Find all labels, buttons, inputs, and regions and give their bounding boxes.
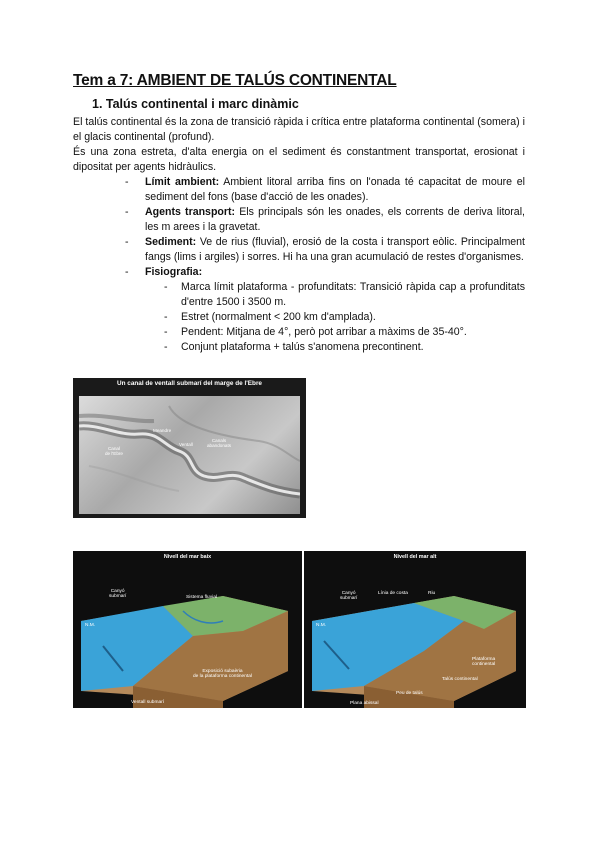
fisiografia-item [73, 310, 525, 325]
label-abyss: Plana abissal [350, 701, 379, 706]
page-title: Tem a 7: AMBIENT DE TALÚS CONTINENTAL [73, 72, 397, 89]
bullet-limit-ambient [73, 175, 525, 205]
fisiografia-item [73, 325, 525, 340]
block-diagram-high [304, 551, 526, 708]
fisiografia-list [73, 280, 525, 355]
section-heading: 1. Talús continental i marc dinàmic [92, 97, 299, 111]
bullet-term: Límit ambient: [145, 176, 220, 188]
relief-image [79, 396, 300, 514]
bullet-term: Agents transport: [145, 206, 236, 218]
sub-bullet-dash: - [164, 326, 168, 338]
bullet-dash: - [125, 236, 129, 248]
figure-label: Canals abandonats [207, 438, 232, 448]
label-shelf: Plataforma continental [472, 657, 496, 668]
bullet-dash: - [125, 206, 129, 218]
block-diagram-low [73, 551, 302, 708]
label-slope: Talús continental [442, 677, 478, 682]
bullet-text: Ambient litoral arriba fins on l'onada té capacitat de moure el sediment del fons (base d'acció de les onades). [145, 176, 525, 203]
label-fluvial: Sistema fluvial [186, 595, 217, 600]
bullet-dash: - [125, 176, 129, 188]
label-canyon: Canyó submarí [109, 589, 127, 600]
label-fan: Ventall submarí [131, 700, 165, 705]
figure-label: Canal de l'Ebre [105, 446, 123, 456]
figure-label: Ventall [179, 442, 193, 447]
bullet-sediment [73, 235, 525, 265]
fisiografia-text: Conjunt plataforma + talús s'anomena precontinent. [181, 341, 424, 353]
sub-bullet-dash: - [164, 311, 168, 323]
body-text [73, 115, 525, 355]
fisiografia-item [73, 280, 525, 310]
label-river: Riu [428, 591, 436, 596]
figure-high-sea-level [304, 551, 526, 708]
bullet-term: Sediment: [145, 236, 197, 248]
fisiografia-text: Pendent: Mitjana de 4°, però pot arribar a màxims de 35-40°. [181, 326, 467, 338]
figure-low-sea-level [73, 551, 302, 708]
figure-caption: Nivell del mar alt [393, 554, 437, 560]
bullet-text: Ve de rius (fluvial), erosió de la costa i transport eòlic. Principalment fangs (lims i argiles) i sorres. Hi ha una gran acumulació de restes d'organismes. [145, 236, 525, 263]
label-coastline: Línia de costa [378, 591, 408, 596]
label-exposure: Exposició subaèria de la plataforma continental [193, 669, 252, 680]
figure-label: Meandre [153, 428, 172, 433]
label-canyon: Canyó submarí [340, 591, 358, 602]
sub-bullet-dash: - [164, 281, 168, 293]
label-foot: Peu de talús [396, 691, 423, 696]
label-sea-level: N.M. [85, 623, 96, 628]
figure-ebre-fan-channel [73, 378, 306, 518]
bullet-dash: - [125, 266, 129, 278]
figure-caption: Nivell del mar baix [163, 554, 212, 560]
fisiografia-text: Marca límit plataforma - profunditats: Transició ràpida cap a profunditats d'entre 1500 i 3500 m. [181, 281, 525, 308]
bullet-agents-transport [73, 205, 525, 235]
bullet-list [73, 175, 525, 280]
sub-bullet-dash: - [164, 341, 168, 353]
bullet-text: Els principals són les onades, els corrents de deriva litoral, les m arees i la gravetat. [145, 206, 525, 233]
figure-caption: Un canal de ventall submarí del marge de l'Ebre [116, 380, 262, 387]
intro-paragraph-2: És una zona estreta, d'alta energia on el sediment és constantment transportat, erosionat i dipositat per agents hidràulics. [73, 146, 525, 173]
intro-paragraph-1: El talús continental és la zona de transició ràpida i crítica entre plataforma continental (somera) i el glacis continental (profund). [73, 116, 525, 143]
bullet-fisiografia [73, 265, 525, 280]
fisiografia-text: Estret (normalment < 200 km d'amplada). [181, 311, 376, 323]
label-sea-level: N.M. [316, 623, 327, 628]
bullet-term: Fisiografia: [145, 266, 203, 278]
fisiografia-item [73, 340, 525, 355]
